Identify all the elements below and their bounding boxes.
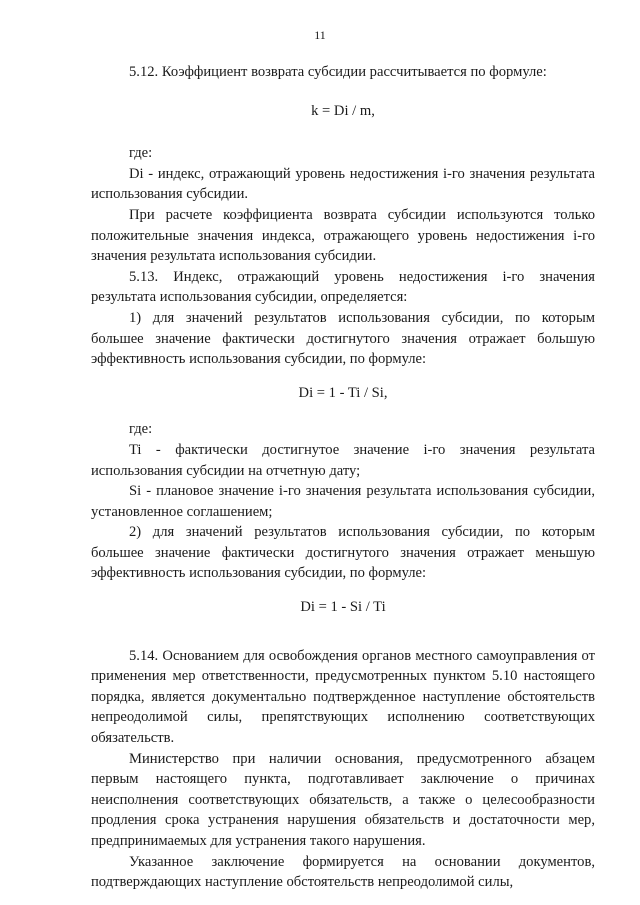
- formula-k: k = Di / m,: [311, 102, 375, 119]
- paragraph-5-12: 5.12. Коэффициент возврата субсидии рассчитывается по формуле:: [129, 64, 547, 80]
- paragraph-ministry: Министерство при наличии основания, предусмотренного абзацем первым настоящего пункта, подготавливает заключение о причинах неисполнения соответствующих обязательств, а также о целесообразности продления срока устранения нарушения обязательств и достаточности мер, предпринимаемых для устранения такого нарушения.: [91, 750, 595, 849]
- paragraph-conclusion: Указанное заключение формируется на основании документов, подтверждающих наступление обстоятельств непреодолимой силы,: [91, 853, 595, 891]
- paragraph-5-14: 5.14. Основанием для освобождения органов местного самоуправления от применения мер ответственности, предусмотренных пунктом 5.10 настоящего порядка, является документально подтвержденное наступление обстоятельств непреодолимой силы, препятствующих исполнению соответствующих обязательств.: [91, 647, 595, 747]
- definition-di: Di - индекс, отражающий уровень недостижения i-го значения результата использования субсидии.: [91, 165, 595, 203]
- definition-ti: Ti - фактически достигнутое значение i-го значения результата использования субсидии на отчетную дату;: [91, 441, 595, 479]
- document-body: [91, 62, 595, 893]
- where-label: где:: [129, 421, 153, 438]
- paragraph-positive-values: При расчете коэффициента возврата субсидии используются только положительные значения индекса, отражающего уровень недостижения i-го значения результата использования субсидии.: [91, 206, 595, 265]
- formula-di-2: Di = 1 - Si / Ti: [300, 599, 386, 616]
- paragraph-5-13: 5.13. Индекс, отражающий уровень недостижения i-го значения результата использования субсидии, определяется:: [91, 268, 595, 306]
- page-number: 11: [314, 28, 326, 42]
- list-item-1: 1) для значений результатов использования субсидии, по которым большее значение фактически достигнутого значения отражает большую эффективность использования субсидии, по формуле:: [91, 309, 595, 368]
- where-label: где:: [129, 145, 153, 162]
- list-item-2: 2) для значений результатов использования субсидии, по которым большее значение фактически достигнутого значения отражает меньшую эффективность использования субсидии, по формуле:: [91, 524, 595, 582]
- formula-di-1: Di = 1 - Ti / Si,: [298, 384, 388, 401]
- definition-si: Si - плановое значение i-го значения результата использования субсидии, установленное соглашением;: [91, 483, 595, 520]
